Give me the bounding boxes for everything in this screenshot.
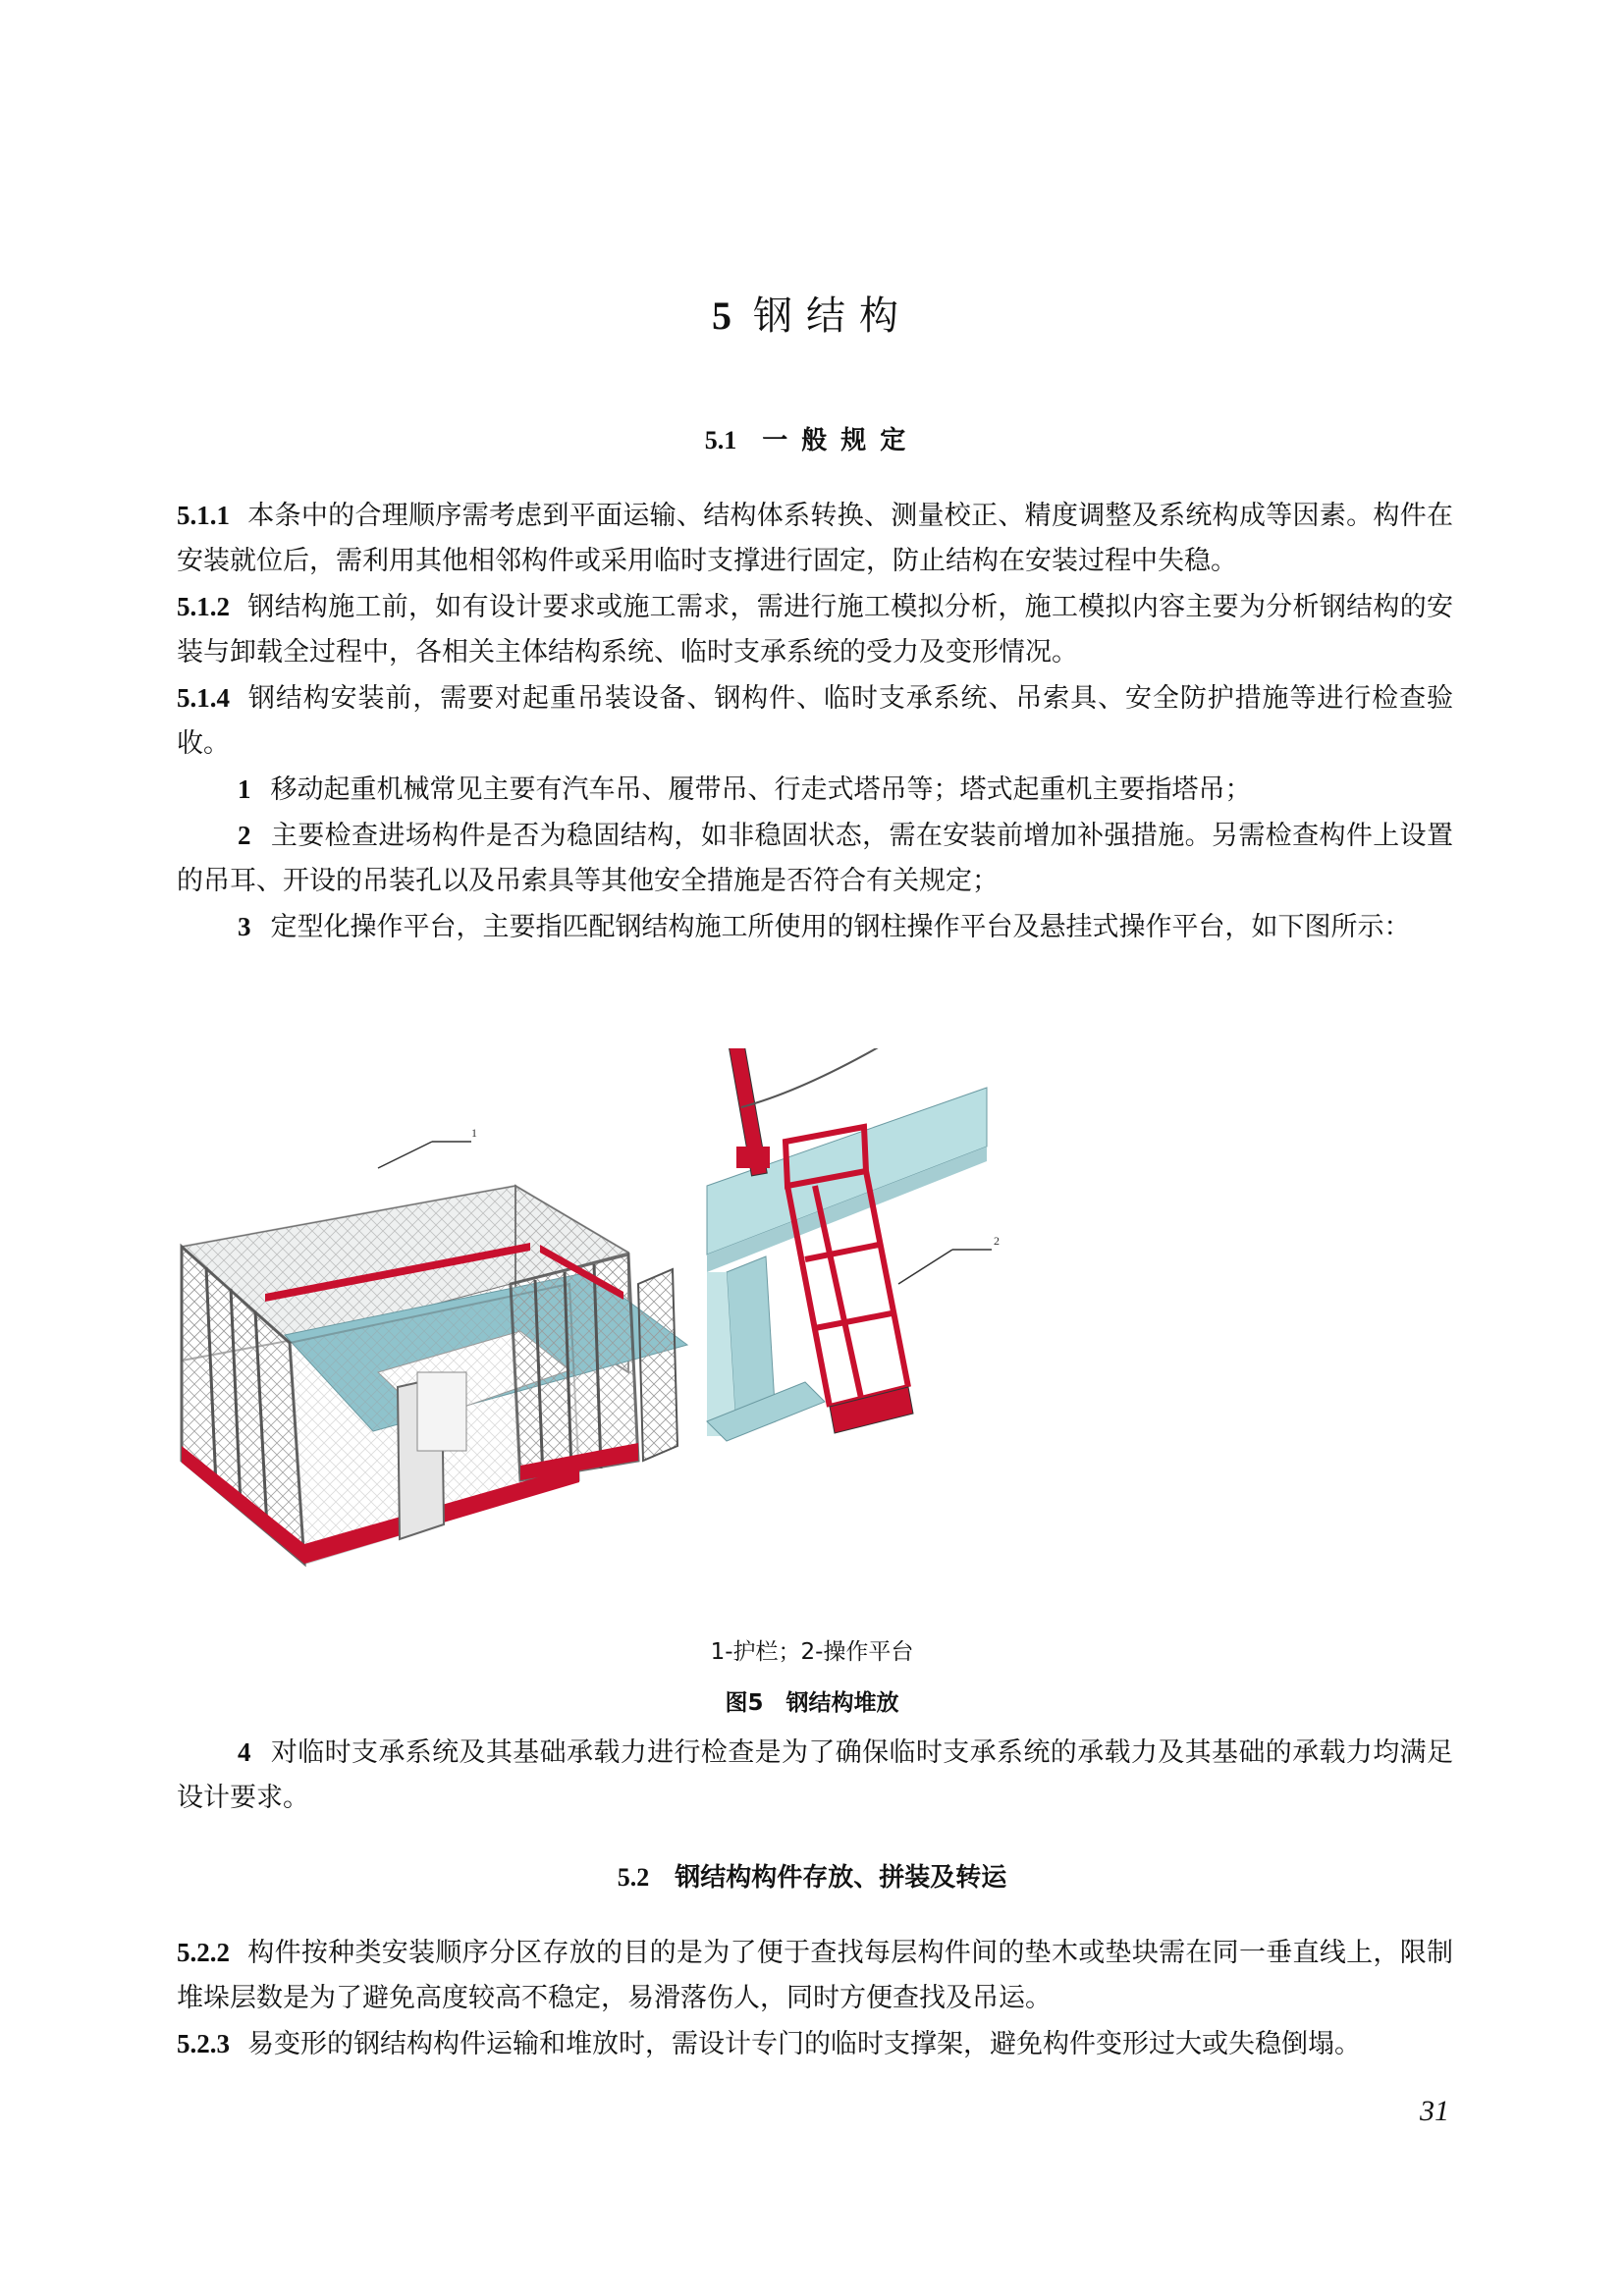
section-number: 5.2 xyxy=(617,1863,650,1892)
item-number: 4 xyxy=(238,1737,251,1767)
clause-paragraph xyxy=(177,584,1453,675)
hanging-platform xyxy=(707,1048,1000,1441)
section-5-1-body xyxy=(177,493,1453,950)
item-text: 定型化操作平台，主要指匹配钢结构施工所使用的钢柱操作平台及悬挂式操作平台，如下图所示： xyxy=(270,912,1411,942)
clause-text: 本条中的合理顺序需考虑到平面运输、结构体系转换、测量校正、精度调整及系统构成等因素。构件在安装就位后，需利用其他相邻构件或采用临时支撑进行固定，防止结构在安装过程中失稳。 xyxy=(177,501,1453,576)
clause-number: 5.1.4 xyxy=(177,683,230,713)
item-number: 1 xyxy=(238,774,251,804)
item-text: 移动起重机械常见主要有汽车吊、履带吊、行走式塔吊等；塔式起重机主要指塔吊； xyxy=(270,774,1252,805)
clause-number: 5.2.3 xyxy=(177,2029,230,2058)
figure-illustration xyxy=(177,1048,1453,1618)
figure-legend: 1-护栏；2-操作平台 xyxy=(710,1639,914,1665)
section-name: 一般规定 xyxy=(762,426,920,455)
figure-label-1: 1 xyxy=(471,1126,477,1140)
figure-steel-platforms xyxy=(177,1048,1453,1618)
list-item xyxy=(177,1730,1453,1821)
clause-number: 5.1.1 xyxy=(177,501,230,530)
list-item xyxy=(177,904,1453,950)
figure-label-2: 2 xyxy=(994,1234,1000,1248)
clause-paragraph xyxy=(177,2021,1453,2067)
item-number: 2 xyxy=(238,821,251,850)
clause-paragraph xyxy=(177,1930,1453,2021)
section-name: 钢结构构件存放、拼装及转运 xyxy=(675,1863,1007,1893)
item-number: 3 xyxy=(238,912,251,941)
guardrail-enclosure xyxy=(182,1126,687,1564)
chapter-name: 钢结构 xyxy=(753,294,912,339)
section-title-5-1 xyxy=(0,420,1624,456)
figure-caption: 图5 钢结构堆放 xyxy=(725,1690,899,1716)
list-item xyxy=(177,767,1453,813)
list-item xyxy=(177,813,1453,904)
item-4-body xyxy=(177,1730,1453,1821)
clause-paragraph xyxy=(177,493,1453,584)
clause-text: 钢结构安装前，需要对起重吊装设备、钢构件、临时支承系统、吊索具、安全防护措施等进行检查验收。 xyxy=(177,683,1453,759)
section-title-5-2 xyxy=(0,1857,1624,1894)
page-number: 31 xyxy=(1420,2095,1449,2127)
chapter-title xyxy=(0,285,1624,341)
chapter-number: 5 xyxy=(712,294,731,338)
clause-text: 钢结构施工前，如有设计要求或施工需求，需进行施工模拟分析，施工模拟内容主要为分析钢结构的安装与卸载全过程中，各相关主体结构系统、临时支承系统的受力及变形情况。 xyxy=(177,592,1453,667)
clause-number: 5.2.2 xyxy=(177,1938,230,1967)
clause-text: 易变形的钢结构构件运输和堆放时，需设计专门的临时支撑架，避免构件变形过大或失稳倒塌。 xyxy=(247,2029,1361,2059)
clause-paragraph xyxy=(177,675,1453,767)
clause-text: 构件按种类安装顺序分区存放的目的是为了便于查找每层构件间的垫木或垫块需在同一垂直线上，限制堆垛层数是为了避免高度较高不稳定，易滑落伤人，同时方便查找及吊运。 xyxy=(177,1938,1453,2013)
item-text: 对临时支承系统及其基础承载力进行检查是为了确保临时支承系统的承载力及其基础的承载力均满足设计要求。 xyxy=(177,1737,1453,1813)
section-5-2-body xyxy=(177,1930,1453,2067)
section-number: 5.1 xyxy=(704,426,737,454)
item-text: 主要检查进场构件是否为稳固结构，如非稳固状态，需在安装前增加补强措施。另需检查构件上设置的吊耳、开设的吊装孔以及吊索具等其他安全措施是否符合有关规定； xyxy=(177,821,1453,896)
clause-number: 5.1.2 xyxy=(177,592,230,621)
